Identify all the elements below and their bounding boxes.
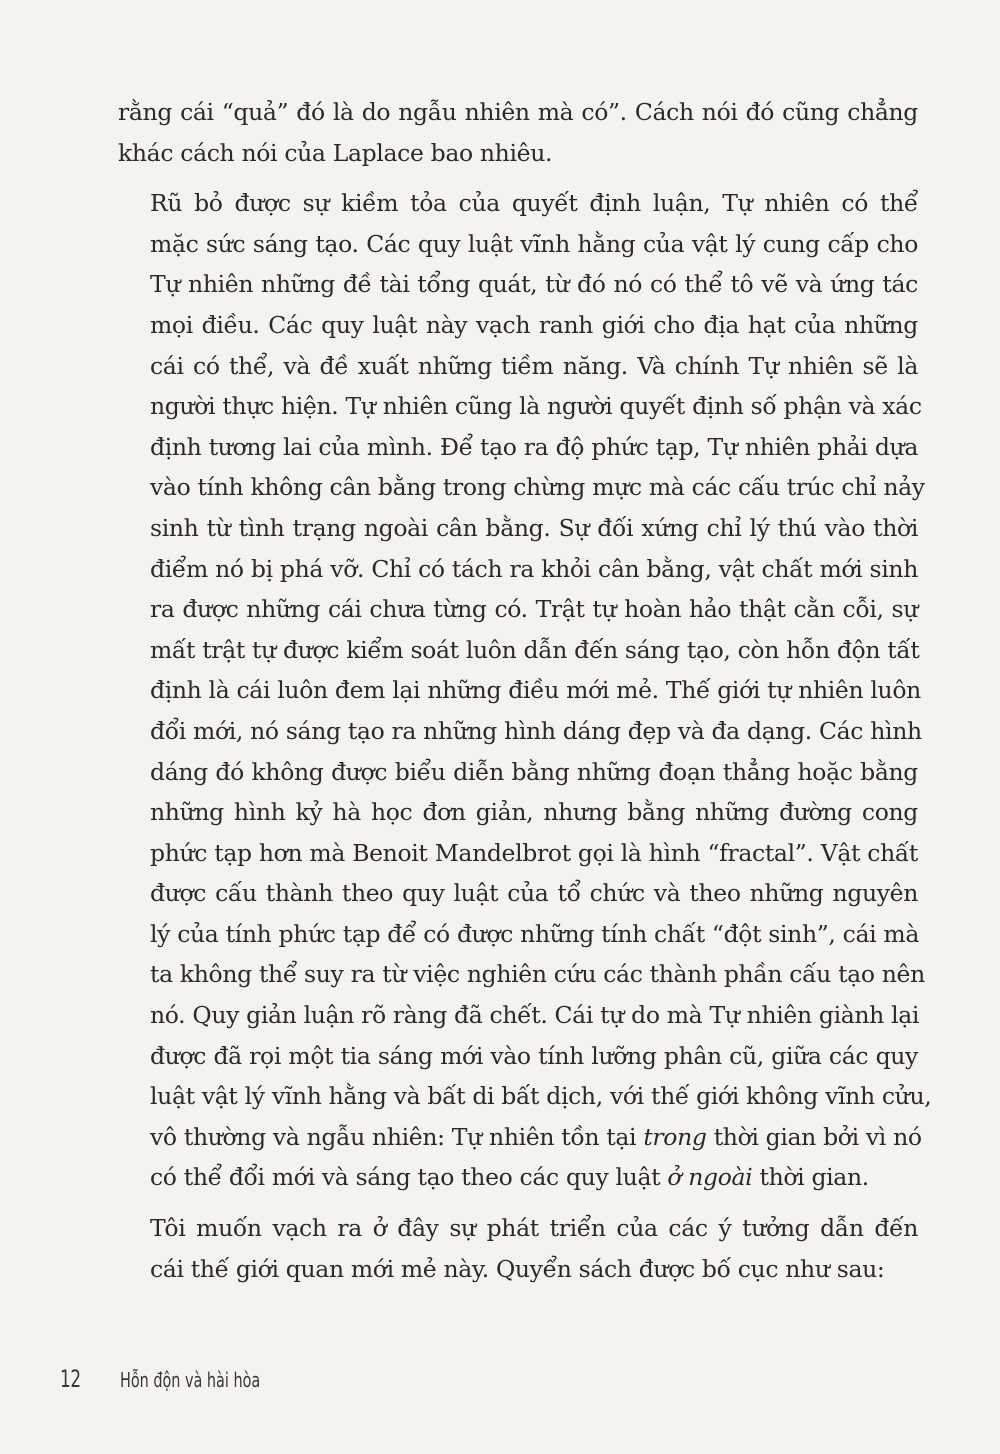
text-line <box>118 873 918 914</box>
text-line <box>118 183 918 224</box>
text-run: thời gian bởi vì nó <box>706 1122 922 1151</box>
text-line <box>118 1249 918 1290</box>
text-run: được cấu thành theo quy luật của tổ chức và theo những nguyên <box>150 879 918 908</box>
text-line <box>118 133 918 174</box>
text-line <box>118 427 918 468</box>
text-run: định tương lai của mình. Để tạo ra độ phức tạp, Tự nhiên phải dựa <box>150 432 918 461</box>
paragraph <box>118 183 932 1198</box>
text-run: ta không thể suy ra từ việc nghiên cứu các thành phần cấu tạo nên <box>150 960 925 989</box>
text-line <box>118 264 918 305</box>
text-line <box>118 549 918 590</box>
body-text <box>118 92 932 1289</box>
text-run: phức tạp hơn mà Benoit Mandelbrot gọi là hình “fractal”. Vật chất <box>150 838 918 867</box>
text-run: dáng đó không được biểu diễn bằng những đoạn thẳng hoặc bằng <box>150 757 918 786</box>
text-line <box>118 1208 918 1249</box>
text-line <box>118 1076 932 1117</box>
text-line <box>118 1117 922 1158</box>
text-run: có thể đổi mới và sáng tạo theo các quy luật <box>150 1163 668 1192</box>
text-line <box>118 508 918 549</box>
text-line <box>118 346 918 387</box>
text-run: ra được những cái chưa từng có. Trật tự hoàn hảo thật cằn cỗi, sự <box>150 595 918 624</box>
text-line <box>118 1036 918 1077</box>
text-run: điểm nó bị phá vỡ. Chỉ có tách ra khỏi cân bằng, vật chất mới sinh <box>150 554 918 583</box>
paragraph <box>118 92 918 173</box>
text-line <box>118 792 918 833</box>
emphasis: trong <box>643 1122 707 1151</box>
paragraph <box>118 1208 918 1289</box>
text-run: mọi điều. Các quy luật này vạch ranh giới cho địa hạt của những <box>150 310 918 339</box>
page-footer <box>60 1365 315 1405</box>
text-run: định là cái luôn đem lại những điều mới mẻ. Thế giới tự nhiên luôn <box>150 676 921 705</box>
emphasis: ở ngoài <box>667 1163 753 1192</box>
text-line <box>118 1157 918 1198</box>
text-run: mặc sức sáng tạo. Các quy luật vĩnh hằng của vật lý cung cấp cho <box>150 229 918 258</box>
text-run: vô thường và ngẫu nhiên: Tự nhiên tồn tại <box>150 1122 644 1151</box>
text-run: luật vật lý vĩnh hằng và bất di bất dịch, với thế giới không vĩnh cửu, <box>150 1082 932 1111</box>
text-run: khác cách nói của Laplace bao nhiêu. <box>118 138 553 167</box>
text-run: những hình kỷ hà học đơn giản, nhưng bằng những đường cong <box>150 798 918 827</box>
text-run: nó. Quy giản luận rõ ràng đã chết. Cái tự do mà Tự nhiên giành lại <box>150 1001 920 1030</box>
text-line <box>118 833 918 874</box>
text-line <box>118 386 922 427</box>
running-title: Hỗn độn và hài hòa <box>120 1368 261 1392</box>
text-line <box>118 954 925 995</box>
text-run: Tôi muốn vạch ra ở đây sự phát triển của các ý tưởng dẫn đến <box>150 1214 918 1243</box>
text-line <box>118 467 925 508</box>
text-run: đổi mới, nó sáng tạo ra những hình dáng đẹp và đa dạng. Các hình <box>150 716 922 745</box>
text-run: Rũ bỏ được sự kiềm tỏa của quyết định luận, Tự nhiên có thể <box>150 189 918 218</box>
text-line <box>118 711 922 752</box>
text-line <box>118 630 918 671</box>
text-line <box>118 995 918 1036</box>
text-line <box>118 305 918 346</box>
text-run: vào tính không cân bằng trong chừng mực mà các cấu trúc chỉ nảy <box>150 473 925 502</box>
text-run: thời gian. <box>752 1163 869 1192</box>
text-run: mất trật tự được kiểm soát luôn dẫn đến sáng tạo, còn hỗn độn tất <box>150 635 920 664</box>
text-run: sinh từ tình trạng ngoài cân bằng. Sự đối xứng chỉ lý thú vào thời <box>150 513 918 542</box>
text-run: cái thế giới quan mới mẻ này. Quyển sách được bố cục như sau: <box>150 1254 885 1283</box>
text-line <box>118 752 918 793</box>
text-run: cái có thể, và đề xuất những tiềm năng. Và chính Tự nhiên sẽ là <box>150 351 918 380</box>
text-run: lý của tính phức tạp để có được những tính chất “đột sinh”, cái mà <box>150 919 919 948</box>
text-line <box>118 589 918 630</box>
text-line <box>118 670 921 711</box>
text-line <box>118 224 918 265</box>
text-run: được đã rọi một tia sáng mới vào tính lưỡng phân cũ, giữa các quy <box>150 1041 918 1070</box>
page-number: 12 <box>60 1365 81 1393</box>
text-run: Tự nhiên những đề tài tổng quát, từ đó nó có thể tô vẽ và ứng tác <box>150 270 918 299</box>
text-line <box>118 914 918 955</box>
text-run: rằng cái “quả” đó là do ngẫu nhiên mà có”. Cách nói đó cũng chẳng <box>118 98 918 126</box>
text-run: người thực hiện. Tự nhiên cũng là người quyết định số phận và xác <box>150 392 922 421</box>
text-line <box>118 92 918 133</box>
